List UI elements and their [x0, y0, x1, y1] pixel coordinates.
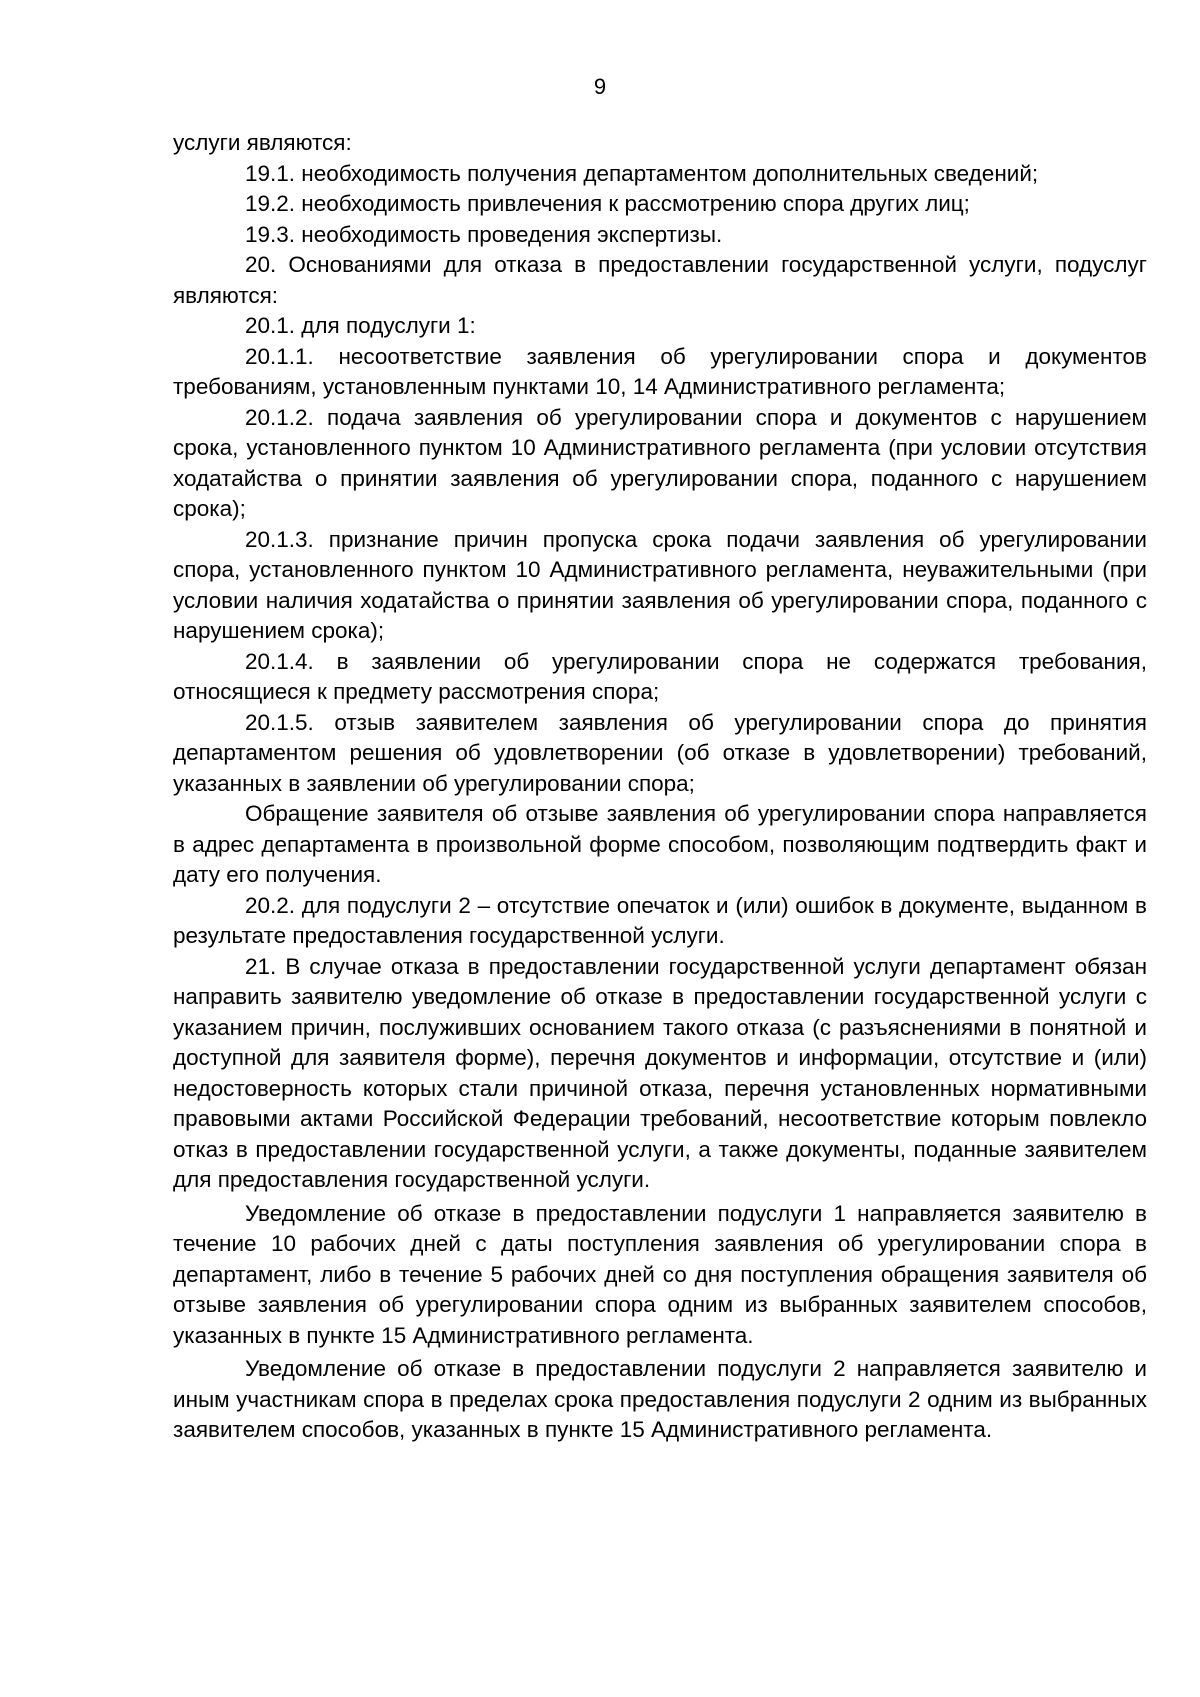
paragraph-notice-subservice-2: Уведомление об отказе в предоставлении подуслуги 2 направляется заявителю и иным участникам спора в пределах срока предоставления подуслуги 2 одним из выбранных заявителем способов, указанных в пункте 15 Административного регламента. [173, 1356, 1147, 1442]
paragraph-20-1-1: 20.1.1. несоответствие заявления об урегулировании спора и документов требованиям, установленным пунктами 10, 14 Административного регламента; [173, 343, 1147, 399]
paragraph-withdrawal-request: Обращение заявителя об отзыве заявления об урегулировании спора направляется в адрес департамента в произвольной форме способом, позволяющим подтвердить факт и дату его получения. [173, 801, 1147, 887]
paragraph-20-1-3: 20.1.3. признание причин пропуска срока подачи заявления об урегулировании спора, установленного пунктом 10 Административного регламента, неуважительными (при условии наличия ходатайства о принятии заявления об урегулировании спора, поданного с нарушением срока); [173, 526, 1147, 643]
paragraph-notice-subservice-1: Уведомление об отказе в предоставлении подуслуги 1 направляется заявителю в течение 10 рабочих дней с даты поступления заявления об урегулировании спора в департамент, либо в течение 5 рабочих дней со дня поступления обращения заявителя об отзыве заявления об урегулировании спора одним из выбранных заявителем способов, указанных в пункте 15 Административного регламента. [173, 1200, 1147, 1348]
paragraph-continuation: услуги являются: [173, 130, 352, 155]
paragraph-20-1-4: 20.1.4. в заявлении об урегулировании спора не содержатся требования, относящиеся к предмету рассмотрения спора; [173, 648, 1147, 704]
paragraph-21: 21. В случае отказа в предоставлении государственной услуги департамент обязан направить заявителю уведомление об отказе в предоставлении государственной услуги с указанием причин, послуживших основанием такого отказа (с разъяснениями в понятной и доступной для заявителя форме), перечня документов и информации, отсутствие и (или) недостоверность которых стали причиной отказа, перечня установленных нормативными правовыми актами Российской Федерации требований, несоответствие которым повлекло отказ в предоставлении государственной услуги, а также документы, поданные заявителем для предоставления государственной услуги. [173, 953, 1147, 1192]
paragraph-19-3: 19.3. необходимость проведения экспертизы. [245, 221, 723, 247]
paragraph-19-2: 19.2. необходимость привлечения к рассмотрению спора других лиц; [245, 191, 970, 216]
paragraph-20-2: 20.2. для подуслуги 2 – отсутствие опечаток и (или) ошибок в документе, выданном в результате предоставления государственной услуги. [173, 892, 1147, 948]
paragraph-20-1-5: 20.1.5. отзыв заявителем заявления об урегулировании спора до принятия департаментом решения об удовлетворении (об отказе в удовлетворении) требований, указанных в заявлении об урегулировании спора; [173, 709, 1147, 796]
paragraph-20-1-2: 20.1.2. подача заявления об урегулировании спора и документов с нарушением срока, установленного пунктом 10 Административного регламента (при условии отсутствия ходатайства о принятии заявления об урегулировании спора, поданного с нарушением срока); [173, 404, 1147, 521]
paragraph-20: 20. Основаниями для отказа в предоставлении государственной услуги, подуслуг являются: [173, 252, 1147, 308]
page-number: 9 [593, 74, 607, 99]
paragraph-20-1: 20.1. для подуслуги 1: [245, 313, 476, 338]
document-body [173, 128, 1147, 1446]
paragraph-19-1: 19.1. необходимость получения департаментом дополнительных сведений; [245, 160, 1039, 186]
